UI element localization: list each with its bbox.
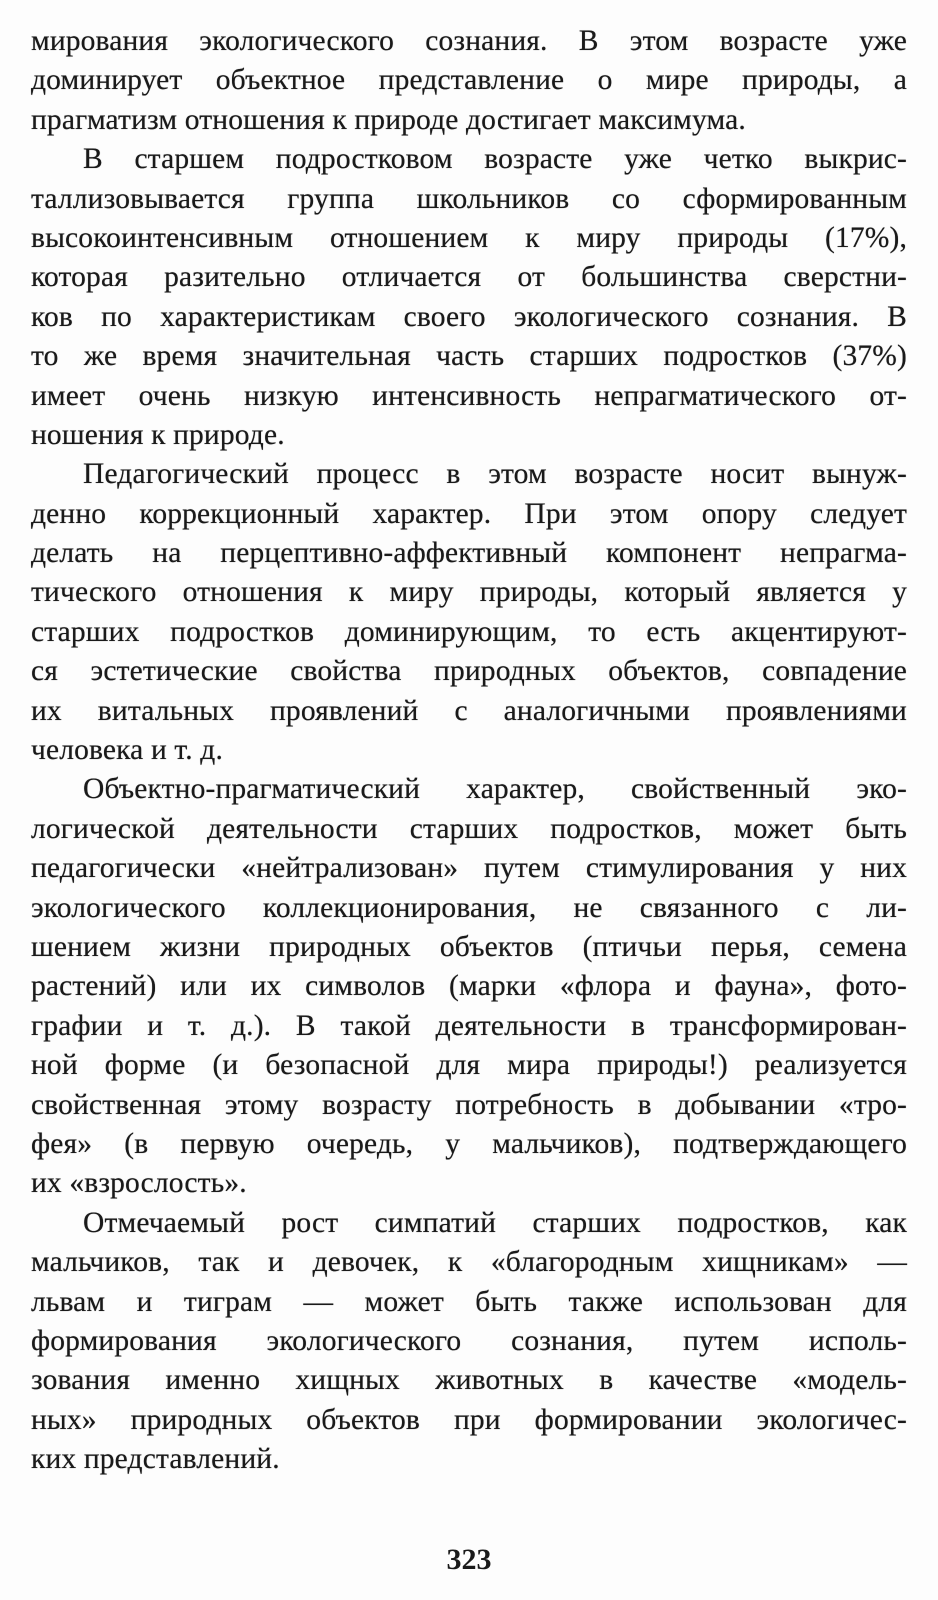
body-text xyxy=(31,22,907,1479)
text-line: фея» (в первую очередь, у мальчиков), подтверждающего xyxy=(31,1127,907,1160)
page-number: 323 xyxy=(446,1543,492,1576)
text-line: то же время значительная часть старших подростков (37%) xyxy=(31,340,907,373)
text-line: Педагогический процесс в этом возрасте носит вынуж- xyxy=(83,458,907,491)
text-line: ся эстетические свойства природных объектов, совпадение xyxy=(31,655,907,688)
text-line: логической деятельности старших подростков, может быть xyxy=(31,812,907,845)
text-line: ких представлений. xyxy=(31,1443,280,1476)
text-line: формирования экологического сознания, путем исполь- xyxy=(31,1324,907,1357)
text-line: денно коррекционный характер. При этом опору следует xyxy=(31,497,907,530)
text-line: свойственная этому возрасту потребность в добывании «тро- xyxy=(31,1088,907,1121)
text-line: Объектно-прагматический характер, свойственный эко- xyxy=(83,773,907,806)
text-line: педагогически «нейтрализован» путем стимулирования у них xyxy=(31,852,907,885)
text-line: прагматизм отношения к природе достигает максимума. xyxy=(31,103,746,136)
text-line: мирования экологического сознания. В этом возрасте уже xyxy=(31,25,907,57)
text-line: их «взрослость». xyxy=(31,1167,247,1200)
text-line: экологического коллекционирования, не связанного с ли- xyxy=(31,891,907,924)
text-line: их витальных проявлений с аналогичными проявлениями xyxy=(31,694,907,727)
text-line: старших подростков доминирующим, то есть акцентируют- xyxy=(31,615,907,648)
text-line: Отмечаемый рост симпатий старших подростков, как xyxy=(83,1206,907,1239)
text-line: шением жизни природных объектов (птичьи перья, семена xyxy=(31,930,907,963)
text-line: доминирует объектное представление о мире природы, а xyxy=(31,64,907,97)
text-line: мальчиков, так и девочек, к «благородным хищникам» — xyxy=(31,1246,907,1279)
text-line: В старшем подростковом возрасте уже четко выкрис- xyxy=(83,143,907,176)
text-line: ных» природных объектов при формировании экологичес- xyxy=(31,1403,907,1436)
text-line: человека и т. д. xyxy=(31,734,223,767)
text-line: зования именно хищных животных в качестве «модель- xyxy=(31,1364,907,1397)
text-line: ношения к природе. xyxy=(31,418,285,451)
text-line: растений) или их символов (марки «флора и фауна», фото- xyxy=(31,970,907,1003)
text-line: тического отношения к миру природы, который является у xyxy=(31,576,907,609)
text-line: имеет очень низкую интенсивность непрагматического от- xyxy=(31,379,907,412)
text-line: высокоинтенсивным отношением к миру природы (17%), xyxy=(31,221,907,254)
text-line: делать на перцептивно-аффективный компонент непрагма- xyxy=(31,537,907,570)
text-line: графии и т. д.). В такой деятельности в трансформирован- xyxy=(31,1009,907,1042)
text-line: которая разительно отличается от большинства сверстни- xyxy=(31,261,907,294)
text-line: ной форме (и безопасной для мира природы!) реализуется xyxy=(31,1049,907,1082)
text-line: львам и тиграм — может быть также использован для xyxy=(31,1285,907,1318)
text-line: ков по характеристикам своего экологического сознания. В xyxy=(31,300,907,333)
text-line: таллизовывается группа школьников со сформированным xyxy=(31,182,907,215)
